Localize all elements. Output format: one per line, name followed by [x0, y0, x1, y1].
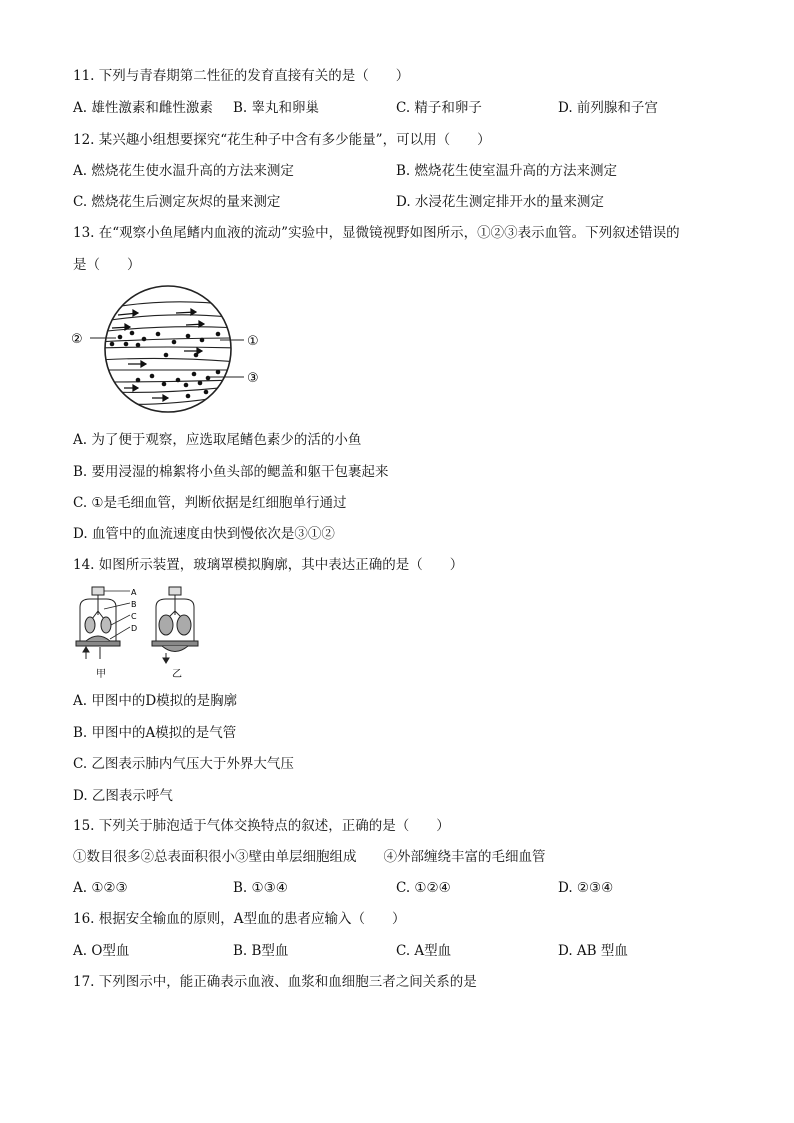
- q12-option-b: B. 燃烧花生使室温升高的方法来测定: [396, 163, 618, 179]
- q12-option-a: A. 燃烧花生使水温升高的方法来测定: [73, 163, 294, 179]
- q14-stem: 14. 如图所示装置，玻璃罩模拟胸廓，其中表达正确的是（ ）: [73, 557, 464, 573]
- bell-jar-figure: [72, 581, 222, 683]
- q16-option-d: D. AB 型血: [558, 943, 628, 959]
- q11-option-d: D. 前列腺和子宫: [558, 100, 658, 116]
- q12-option-c: C. 燃烧花生后测定灰烬的量来测定: [73, 194, 281, 210]
- q13-option-d: D. 血管中的血流速度由快到慢依次是③①②: [73, 526, 335, 542]
- q16-option-a: A. O型血: [73, 943, 130, 959]
- q15-option-c: C. ①②④: [396, 880, 451, 896]
- q16-option-b: B. B型血: [233, 943, 289, 959]
- q15-option-b: B. ①③④: [233, 880, 288, 896]
- label-d: D: [131, 624, 138, 633]
- q13-option-b: B. 要用浸湿的棉絮将小鱼头部的鳃盖和躯干包裹起来: [73, 464, 389, 480]
- q15-option-a: A. ①②③: [73, 880, 128, 896]
- q16-stem: 16. 根据安全输血的原则，A型血的患者应输入（ ）: [73, 911, 406, 927]
- q13-option-a: A. 为了便于观察，应选取尾鳍色素少的活的小鱼: [73, 432, 362, 448]
- q15-statements: ①数目很多②总表面积很小③壁由单层细胞组成 ④外部缠绕丰富的毛细血管: [73, 849, 546, 865]
- label-c: C: [131, 612, 137, 621]
- q12-option-d: D. 水浸花生测定排开水的量来测定: [396, 194, 604, 210]
- q14-option-c: C. 乙图表示肺内气压大于外界大气压: [73, 756, 294, 772]
- label-b: B: [131, 600, 137, 609]
- q11-stem: 11. 下列与青春期第二性征的发育直接有关的是（ ）: [73, 68, 410, 84]
- q12-stem: 12. 某兴趣小组想要探究“花生种子中含有多少能量”，可以用（ ）: [73, 132, 491, 148]
- q14-option-b: B. 甲图中的A模拟的是气管: [73, 725, 237, 741]
- q11-option-c: C. 精子和卵子: [396, 100, 482, 116]
- caption-yi: 乙: [172, 669, 182, 680]
- q11-option-a: A. 雄性激素和雌性激素: [73, 100, 213, 116]
- q14-option-a: A. 甲图中的D模拟的是胸廓: [73, 693, 238, 709]
- label-vessel-3: ③: [247, 371, 259, 386]
- microscope-field-circle: [105, 286, 231, 412]
- q11-option-b: B. 睾丸和卵巢: [233, 100, 320, 116]
- label-a: A: [131, 588, 137, 597]
- q15-stem: 15. 下列关于肺泡适于气体交换特点的叙述，正确的是（ ）: [73, 818, 450, 834]
- label-vessel-1: ①: [247, 334, 259, 349]
- q17-stem: 17. 下列图示中，能正确表示血液、血浆和血细胞三者之间关系的是: [73, 974, 477, 990]
- caption-jia: 甲: [96, 669, 106, 680]
- stopper: [92, 587, 104, 595]
- q13-stem-line2: 是（ ）: [73, 257, 141, 273]
- q13-stem-line1: 13. 在“观察小鱼尾鳍内血液的流动”实验中，显微镜视野如图所示，①②③表示血管。下列叙述错误的: [73, 225, 680, 241]
- label-vessel-2: ②: [71, 332, 83, 347]
- q13-option-c: C. ①是毛细血管，判断依据是红细胞单行通过: [73, 495, 347, 511]
- q14-option-d: D. 乙图表示呼气: [73, 788, 173, 804]
- microscope-field-figure: [68, 284, 278, 416]
- q15-option-d: D. ②③④: [558, 880, 614, 896]
- q16-option-c: C. A型血: [396, 943, 452, 959]
